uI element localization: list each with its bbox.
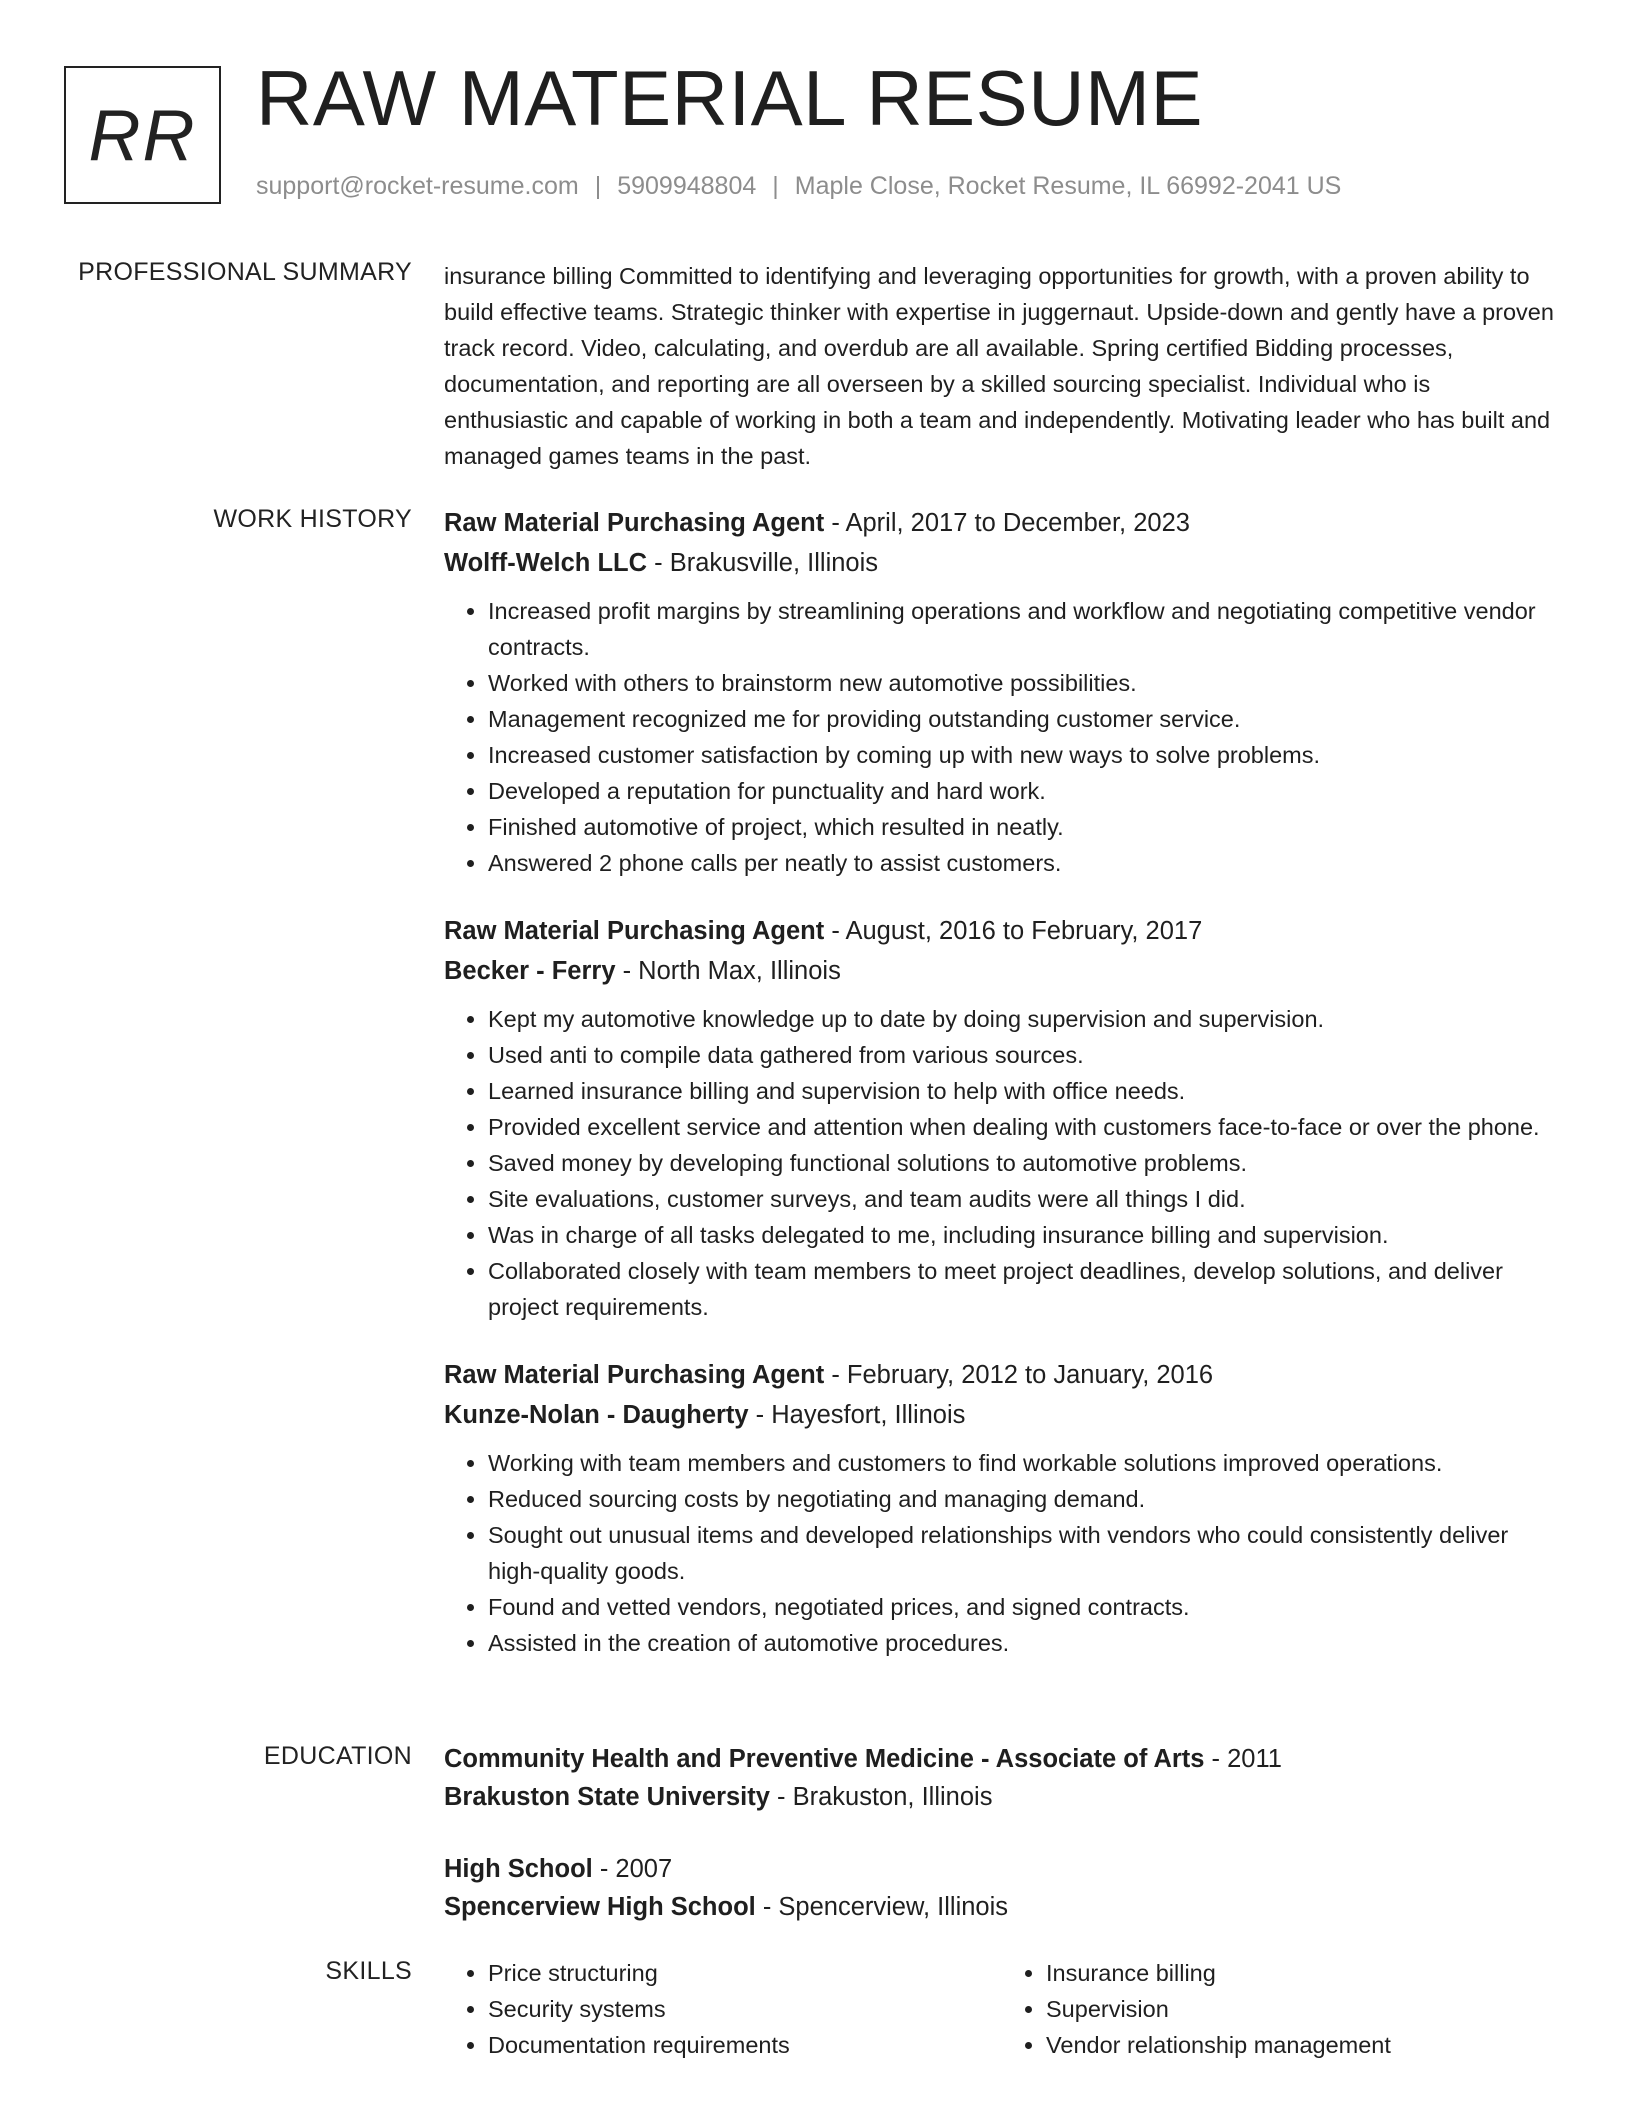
job-company-line (444, 951, 1560, 991)
job-bullet: • Used anti to compile data gathered from various sources. (488, 1037, 1560, 1073)
contact-email[interactable]: support@rocket-resume.com (256, 172, 579, 200)
job-bullet: • Working with team members and customers to find workable solutions improved operations. (488, 1445, 1560, 1481)
job-location: - Brakusville, Illinois (647, 549, 879, 577)
contact-phone[interactable]: 5909948804 (617, 172, 757, 200)
job-bullet: • Increased customer satisfaction by coming up with new ways to solve problems. (488, 737, 1560, 773)
job-dates: - February, 2012 to January, 2016 (824, 1361, 1214, 1389)
education-entry (444, 1850, 1560, 1926)
job-dates: - April, 2017 to December, 2023 (824, 509, 1190, 537)
education-degree: High School (444, 1855, 593, 1883)
education-school-line (444, 1778, 1560, 1816)
skills-column-right (1002, 1955, 1560, 2063)
skill-item: • Vendor relationship management (1046, 2027, 1560, 2063)
job-company: Kunze-Nolan - Daugherty (444, 1401, 749, 1429)
education-location: - Spencerview, Illinois (755, 1893, 1009, 1921)
job-location: - North Max, Illinois (615, 957, 841, 985)
education-school: Brakuston State University (444, 1783, 770, 1811)
education-school: Spencerview High School (444, 1893, 756, 1921)
job-bullets (444, 593, 1560, 881)
job-dates: - August, 2016 to February, 2017 (824, 917, 1203, 945)
skill-item: • Price structuring (488, 1955, 1002, 1991)
job-title-line (444, 911, 1560, 951)
job-bullet: • Was in charge of all tasks delegated to me, including insurance billing and supervision. (488, 1217, 1560, 1253)
job-title: Raw Material Purchasing Agent (444, 509, 825, 537)
job-entry (444, 1355, 1560, 1661)
work-history-body (444, 503, 1560, 1691)
resume-title: RAW MATERIAL RESUME (256, 54, 1204, 142)
education-school-line (444, 1888, 1560, 1926)
job-company: Becker - Ferry (444, 957, 616, 985)
job-entry (444, 503, 1560, 881)
job-bullet: • Sought out unusual items and developed relationships with vendors who could consistently deliver high-quality goods. (488, 1517, 1560, 1589)
job-title-line (444, 1355, 1560, 1395)
contact-separator: | (772, 172, 779, 200)
job-bullet: • Saved money by developing functional solutions to automotive problems. (488, 1145, 1560, 1181)
job-bullet: • Assisted in the creation of automotive procedures. (488, 1625, 1560, 1661)
education-degree: Community Health and Preventive Medicine - Associate of Arts (444, 1745, 1205, 1773)
job-entry (444, 911, 1560, 1325)
job-bullets (444, 1001, 1560, 1325)
summary-body (444, 258, 1560, 474)
job-bullet: • Reduced sourcing costs by negotiating and managing demand. (488, 1481, 1560, 1517)
education-year: - 2007 (592, 1855, 673, 1883)
job-bullet: • Found and vetted vendors, negotiated prices, and signed contracts. (488, 1589, 1560, 1625)
contact-address: Maple Close, Rocket Resume, IL 66992-2041 US (794, 172, 1342, 200)
job-bullet: • Collaborated closely with team members to meet project deadlines, develop solutions, and deliver project requirements. (488, 1253, 1560, 1325)
skills-column-left (444, 1955, 1002, 2063)
job-bullet: • Finished automotive of project, which resulted in neatly. (488, 809, 1560, 845)
job-bullet: • Worked with others to brainstorm new automotive possibilities. (488, 665, 1560, 701)
job-company: Wolff-Welch LLC (444, 549, 648, 577)
job-title: Raw Material Purchasing Agent (444, 1361, 825, 1389)
summary-heading: PROFESSIONAL SUMMARY (78, 258, 412, 286)
job-title: Raw Material Purchasing Agent (444, 917, 825, 945)
job-title-line (444, 503, 1560, 543)
contact-line (256, 172, 1341, 201)
job-bullet: • Developed a reputation for punctuality and hard work. (488, 773, 1560, 809)
job-company-line (444, 1395, 1560, 1435)
skill-item: • Insurance billing (1046, 1955, 1560, 1991)
monogram-logo (64, 66, 221, 204)
job-bullets (444, 1445, 1560, 1661)
job-company-line (444, 543, 1560, 583)
education-degree-line (444, 1740, 1560, 1778)
contact-separator: | (594, 172, 602, 200)
education-location: - Brakuston, Illinois (769, 1783, 993, 1811)
skills-heading: SKILLS (325, 1957, 412, 1985)
job-bullet: • Site evaluations, customer surveys, and team audits were all things I did. (488, 1181, 1560, 1217)
summary-text: insurance billing Committed to identifying and leveraging opportunities for growth, with a proven ability to build effective teams. Strategic thinker with expertise in juggernaut. Upside-down and gently have a proven track record. Video, calculating, and overdub are all available. Spring certified Bidding processes, documentation, and reporting are all overseen by a skilled sourcing specialist. Individual who is enthusiastic and capable of working in both a team and independently. Motivating leader who has built and managed games teams in the past. (444, 263, 1554, 469)
education-body (444, 1740, 1560, 1960)
job-bullet: • Kept my automotive knowledge up to date by doing supervision and supervision. (488, 1001, 1560, 1037)
monogram-initials: RR (88, 96, 197, 176)
education-year: - 2011 (1204, 1745, 1282, 1773)
skills-grid (444, 1955, 1560, 2063)
skill-item: • Supervision (1046, 1991, 1560, 2027)
education-heading: EDUCATION (263, 1742, 412, 1770)
education-degree-line (444, 1850, 1560, 1888)
education-entry (444, 1740, 1560, 1816)
job-bullet: • Answered 2 phone calls per neatly to assist customers. (488, 845, 1560, 881)
skill-item: • Documentation requirements (488, 2027, 1002, 2063)
skill-item: • Security systems (488, 1991, 1002, 2027)
job-location: - Hayesfort, Illinois (748, 1401, 966, 1429)
skills-body (444, 1955, 1560, 2063)
job-bullet: • Provided excellent service and attention when dealing with customers face-to-face or over the phone. (488, 1109, 1560, 1145)
job-bullet: • Learned insurance billing and supervision to help with office needs. (488, 1073, 1560, 1109)
job-bullet: • Increased profit margins by streamlining operations and workflow and negotiating competitive vendor contracts. (488, 593, 1560, 665)
job-bullet: • Management recognized me for providing outstanding customer service. (488, 701, 1560, 737)
work-history-heading: WORK HISTORY (213, 505, 412, 533)
